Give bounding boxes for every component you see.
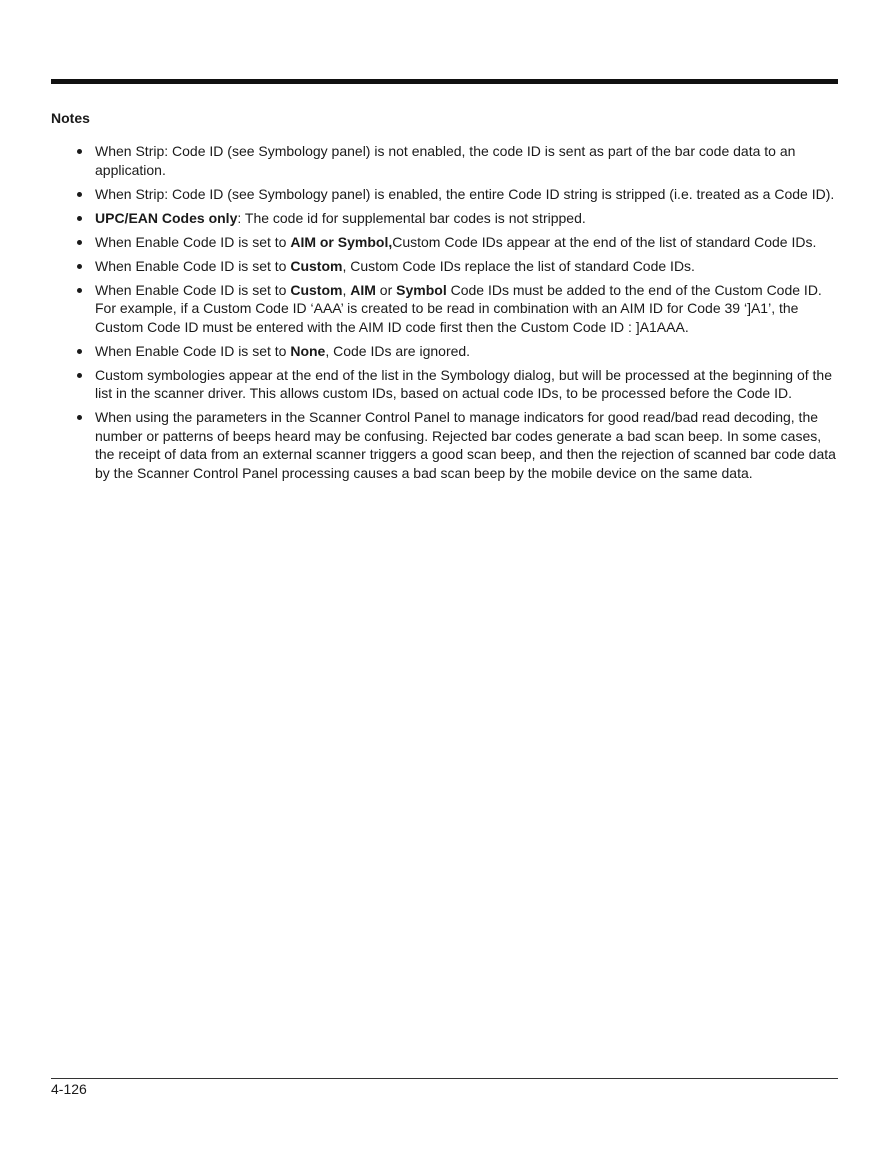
notes-list (51, 142, 841, 488)
note-item (51, 257, 841, 276)
bullet-icon (77, 373, 82, 378)
bullet-icon (77, 264, 82, 269)
note-text: When Enable Code ID is set to (95, 257, 291, 274)
note-emphasis: Custom (290, 257, 343, 274)
top-rule (51, 79, 838, 84)
note-text: Custom symbologies appear at the end of the list in the Symbology dialog, but will be processed at the beginning of the list in the scanner driver. This allows custom IDs, based on actual code IDs, to be processed before the Code ID. (95, 366, 833, 401)
bullet-icon (77, 192, 82, 197)
note-text: When Enable Code ID is set to (95, 281, 291, 298)
bullet-icon (77, 149, 82, 154)
note-item (51, 209, 841, 228)
note-emphasis: AIM or Symbol, (290, 233, 393, 250)
footer-rule (51, 1078, 838, 1079)
note-emphasis: AIM (350, 281, 376, 298)
note-text: , (342, 281, 351, 298)
note-text: When Enable Code ID is set to (95, 233, 291, 250)
note-text: When Enable Code ID is set to (95, 342, 291, 359)
bullet-icon (77, 216, 82, 221)
notes-heading: Notes (51, 110, 90, 126)
note-emphasis: None (290, 342, 326, 359)
note-text: , Code IDs are ignored. (325, 342, 471, 359)
bullet-icon (77, 349, 82, 354)
bullet-icon (77, 240, 82, 245)
bullet-icon (77, 415, 82, 420)
note-text: , Custom Code IDs replace the list of standard Code IDs. (342, 257, 695, 274)
bullet-icon (77, 288, 82, 293)
note-item (51, 342, 841, 361)
note-emphasis: UPC/EAN Codes only (95, 209, 238, 226)
note-item (51, 366, 841, 403)
note-text: When using the parameters in the Scanner Control Panel to manage indicators for good read/bad read decoding, the number or patterns of beeps heard may be confusing. Rejected bar codes generate a bad scan beep. In some cases, the receipt of data from an external scanner triggers a good scan beep, and then the rejection of scanned bar code data by the Scanner Control Panel processing causes a bad scan beep by the mobile device on the same data. (95, 409, 836, 481)
note-text: Custom Code IDs appear at the end of the list of standard Code IDs. (392, 233, 817, 250)
note-item (51, 185, 841, 204)
note-text: : The code id for supplemental bar codes is not stripped. (237, 209, 586, 226)
note-item (51, 408, 841, 482)
note-text: Code IDs must be added to the end of the Custom Code ID. For example, if a Custom Code ID ‘AAA’ is created to be read in combination with an AIM ID for Code 39 ‘]A1’, the Custom Code ID must be entered with the AIM ID code first then the Custom Code ID : ]A1AAA. (95, 281, 822, 335)
note-item (51, 233, 841, 252)
note-item (51, 142, 841, 179)
note-emphasis: Symbol (396, 281, 447, 298)
note-text: When Strip: Code ID (see Symbology panel) is enabled, the entire Code ID string is stripped (i.e. treated as a Code ID). (95, 185, 835, 202)
note-emphasis: Custom (290, 281, 343, 298)
note-text: or (375, 281, 397, 298)
page-number: 4-126 (51, 1081, 87, 1097)
note-text: When Strip: Code ID (see Symbology panel) is not enabled, the code ID is sent as part of the bar code data to an application. (95, 143, 796, 178)
note-item (51, 281, 841, 337)
